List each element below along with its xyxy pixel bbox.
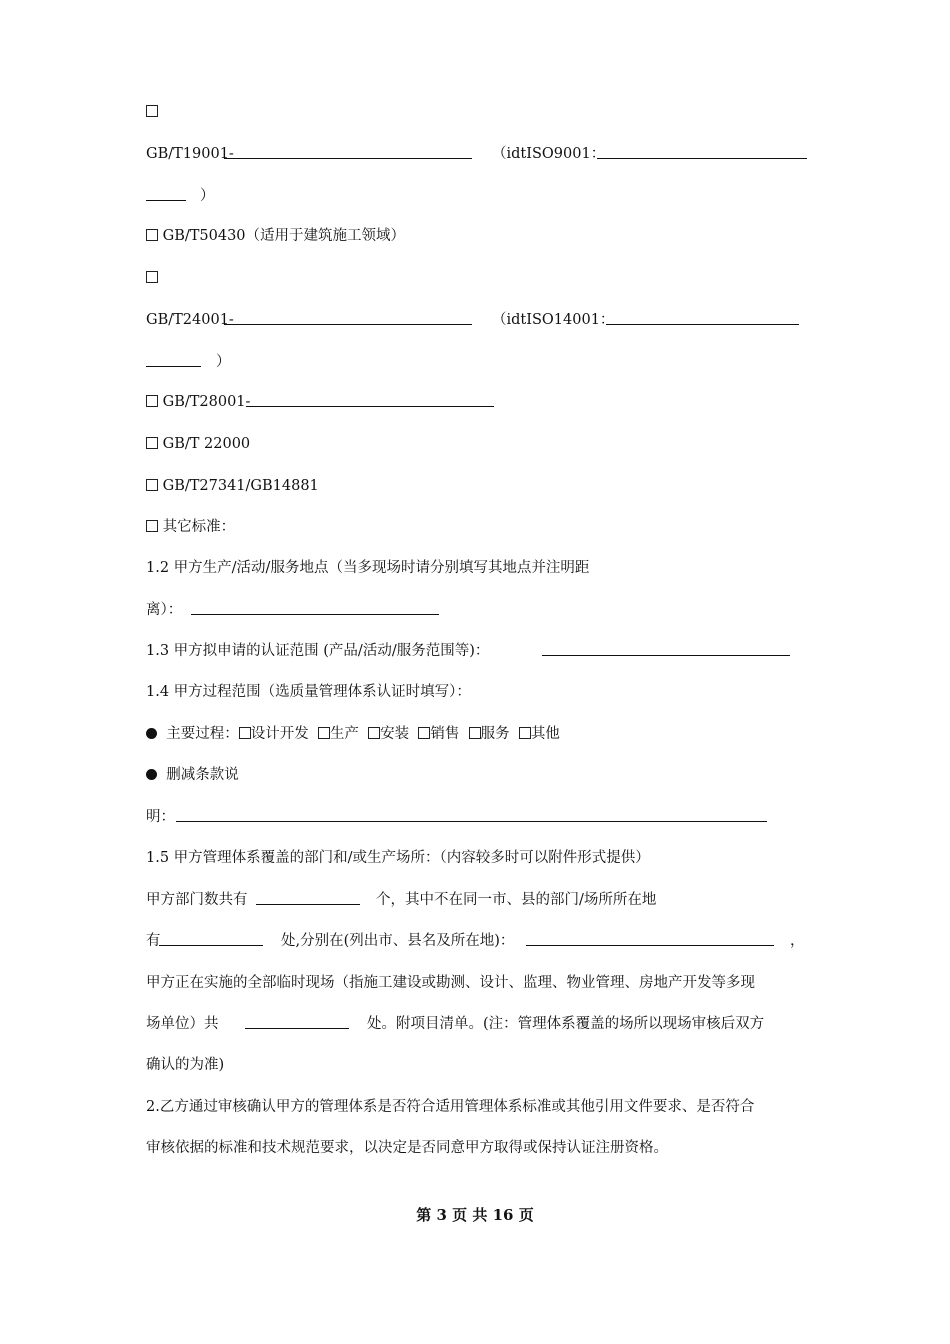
section-1-3-text: 1.3 甲方拟申请的认证范围 (产品/活动/服务范围等)： bbox=[146, 643, 490, 659]
section-1-2-text: 1.2 甲方生产/活动/服务地点（当多现场时请分别填写其地点并注明距 bbox=[146, 560, 590, 576]
checkbox-gb19001[interactable] bbox=[146, 102, 158, 122]
checkbox-gb28001-row[interactable] bbox=[146, 392, 250, 412]
temp-sites-text: 甲方正在实施的全部临时现场（指施工建设或勘测、设计、监理、物业管理、房地产开发等多现 bbox=[146, 975, 755, 991]
checkbox-other-row[interactable] bbox=[146, 517, 235, 537]
process-option-other[interactable]: 其他 bbox=[519, 726, 560, 742]
iso9001-year-field-cont[interactable] bbox=[146, 200, 186, 201]
checkbox-gb28001[interactable] bbox=[146, 395, 158, 407]
deletion-label-cont: 明： bbox=[146, 809, 175, 825]
page-footer: 第 3 页 共 16 页 bbox=[416, 1206, 534, 1224]
dept-count-text: 个，其中不在同一市、县的部门/场所所在地 bbox=[376, 892, 657, 908]
deletion-label: 删减条款说 bbox=[166, 767, 239, 783]
section-1-2-text-cont: 离）： bbox=[146, 602, 183, 618]
has-label: 有 bbox=[146, 933, 161, 949]
checkbox-gb24001[interactable] bbox=[146, 268, 158, 288]
remote-sites-location-field[interactable] bbox=[526, 945, 774, 946]
bullet-icon bbox=[146, 728, 157, 739]
other-standard-label: 其它标准： bbox=[162, 519, 236, 535]
temp-sites-note-cont: 确认的为准) bbox=[146, 1057, 225, 1073]
checkbox-gb50430-row[interactable] bbox=[146, 226, 405, 246]
checkbox-gb50430[interactable] bbox=[146, 229, 158, 241]
main-process-row bbox=[146, 724, 560, 744]
remote-sites-text: 处,分别在(列出市、县名及所在地)： bbox=[281, 933, 515, 949]
process-option-production[interactable]: 生产 bbox=[318, 726, 359, 742]
section-2-text: 2.乙方通过审核确认甲方的管理体系是否符合适用管理体系标准或其他引用文件要求、是否符合 bbox=[146, 1099, 755, 1115]
gb24001-label: GB/T24001- bbox=[146, 312, 234, 328]
gb28001-label: GB/T28001- bbox=[162, 394, 251, 410]
process-option-service[interactable]: 服务 bbox=[469, 726, 510, 742]
checkbox-other[interactable] bbox=[146, 520, 158, 532]
process-option-design[interactable]: 设计开发 bbox=[239, 726, 309, 742]
gb50430-label: GB/T50430（适用于建筑施工领域） bbox=[162, 228, 406, 244]
deletion-field[interactable] bbox=[176, 821, 767, 822]
close-paren: ） bbox=[200, 188, 215, 204]
section-1-5-text: 1.5 甲方管理体系覆盖的部门和/或生产场所：（内容较多时可以附件形式提供） bbox=[146, 850, 650, 866]
close-paren: ） bbox=[216, 354, 231, 370]
checkbox-gb27341[interactable] bbox=[146, 479, 158, 491]
gb22000-label: GB/T 22000 bbox=[162, 436, 251, 452]
process-option-sales[interactable]: 销售 bbox=[418, 726, 459, 742]
gb28001-year-field[interactable] bbox=[246, 406, 494, 407]
checkbox-gb22000[interactable] bbox=[146, 437, 158, 449]
gb24001-idt-label: （idtISO14001： bbox=[492, 312, 615, 328]
checkbox-gb22000-row[interactable] bbox=[146, 434, 250, 454]
gb19001-year-field[interactable] bbox=[224, 158, 472, 159]
section-2-text-cont: 审核依据的标准和技术规范要求，以决定是否同意甲方取得或保持认证注册资格。 bbox=[146, 1140, 668, 1156]
iso9001-year-field[interactable] bbox=[597, 158, 807, 159]
bullet-icon bbox=[146, 769, 157, 780]
location-field[interactable] bbox=[191, 614, 439, 615]
iso14001-year-field[interactable] bbox=[606, 324, 799, 325]
temp-sites-note: 处。附项目清单。(注：管理体系覆盖的场所以现场审核后双方 bbox=[367, 1016, 765, 1032]
temp-sites-count-field[interactable] bbox=[245, 1028, 349, 1029]
temp-sites-text-cont: 场单位）共 bbox=[146, 1016, 219, 1032]
comma: ， bbox=[790, 933, 805, 949]
remote-sites-count-field[interactable] bbox=[159, 945, 263, 946]
deletion-row bbox=[146, 765, 239, 785]
gb27341-label: GB/T27341/GB14881 bbox=[162, 478, 319, 494]
iso14001-year-field-cont[interactable] bbox=[146, 366, 201, 367]
gb19001-idt-label: （idtISO9001： bbox=[492, 146, 606, 162]
section-1-4-text: 1.4 甲方过程范围（选质量管理体系认证时填写）： bbox=[146, 684, 471, 700]
scope-field[interactable] bbox=[542, 655, 790, 656]
dept-count-field[interactable] bbox=[256, 904, 360, 905]
gb24001-year-field[interactable] bbox=[224, 324, 472, 325]
dept-count-label: 甲方部门数共有 bbox=[146, 892, 248, 908]
main-process-label: 主要过程： bbox=[166, 726, 239, 742]
gb19001-label: GB/T19001- bbox=[146, 146, 234, 162]
checkbox-gb27341-row[interactable] bbox=[146, 476, 319, 496]
process-option-installation[interactable]: 安装 bbox=[368, 726, 409, 742]
